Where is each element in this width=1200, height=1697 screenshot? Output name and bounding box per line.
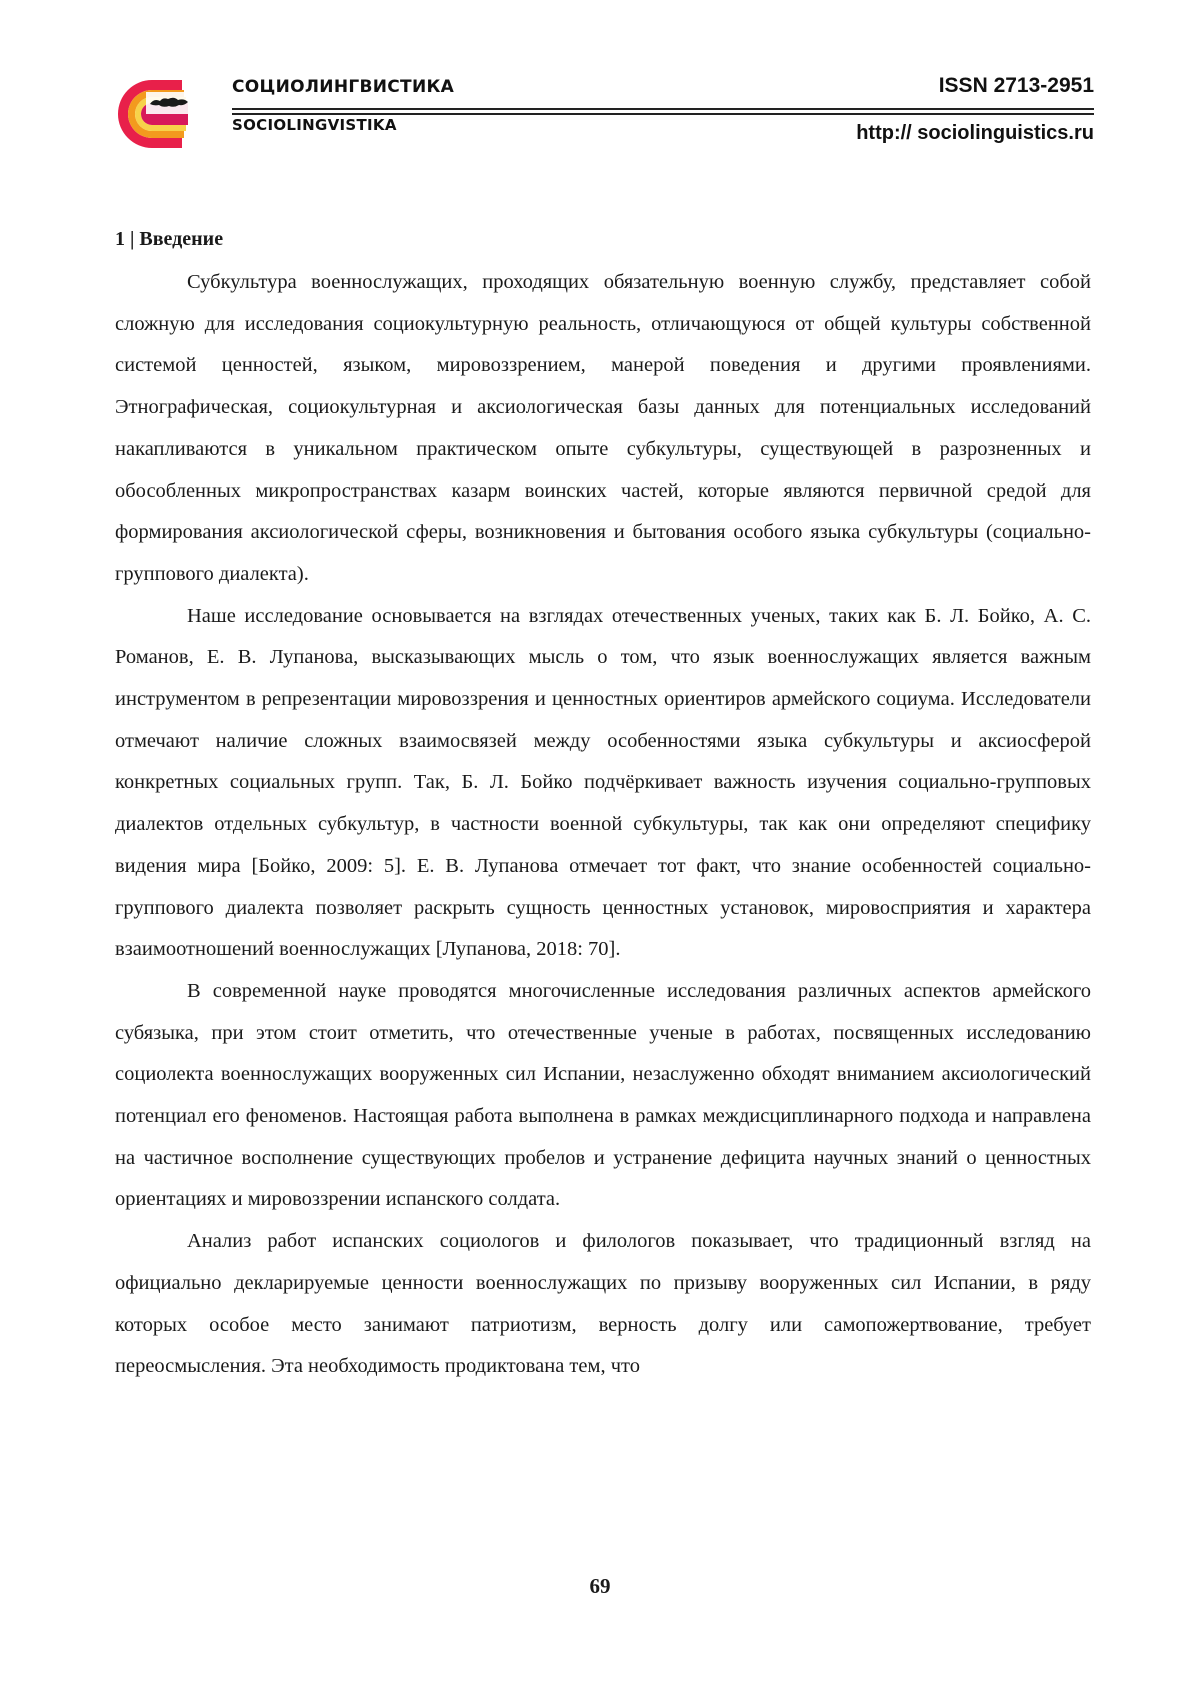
paragraph: В современной науке проводятся многочисленные исследования различных аспектов армейского субязыка, при этом стоит отметить, что отечественные ученые в работах, посвященных исследованию социолекта военнослужащих вооруженных сил Испании, незаслуженно обходят вниманием аксиологический потенциал его феноменов. Настоящая работа выполнена в рамках междисциплинарного подхода и направлена на частичное восполнение существующих пробелов и устранение дефицита научных знаний о ценностных ориентациях и мировоззрении испанского солдата. bbox=[115, 979, 1091, 1211]
page-header bbox=[112, 64, 1094, 154]
paragraph: Наше исследование основывается на взглядах отечественных ученых, таких как Б. Л. Бойко, А. С. Романов, Е. В. Лупанова, высказывающих мысль о том, что язык военнослужащих является важным инструментом в репрезентации мировоззрения и ценностных ориентиров армейского социума. Исследователи отмечают наличие сложных взаимосвязей между особенностями языка субкультуры и аксиосферой конкретных социальных групп. Так, Б. Л. Бойко подчёркивает важность изучения социально-групповых диалектов отдельных субкультур, в частности военной субкультуры, так как они определяют специфику видения мира [Бойко, 2009: 5]. Е. В. Лупанова отмечает тот факт, что знание особенностей социально-группового диалекта позволяет раскрыть сущность ценностных установок, мировосприятия и характера взаимоотношений военнослужащих [Лупанова, 2018: 70]. bbox=[115, 604, 1091, 961]
issn-label: ISSN 2713-2951 bbox=[938, 74, 1094, 97]
page-number: 69 bbox=[589, 1574, 611, 1598]
section-title: 1 | Введение bbox=[115, 228, 224, 250]
journal-logo-icon bbox=[112, 74, 212, 154]
header-rule-top bbox=[232, 108, 1094, 110]
journal-name-en: SOCIOLINGVISTIKA bbox=[232, 116, 397, 134]
article-body bbox=[115, 224, 1091, 1388]
paragraph: Анализ работ испанских социологов и филологов показывает, что традиционный взгляд на официально декларируемые ценности военнослужащих по призыву вооруженных сил Испании, в ряду которых особое место занимают патриотизм, верность долгу или самопожертвование, требует переосмысления. Эта необходимость продиктована тем, что bbox=[115, 1230, 1091, 1378]
journal-name-ru: СОЦИОЛИНГВИСТИКА bbox=[232, 77, 455, 97]
journal-url: http:// sociolinguistics.ru bbox=[856, 122, 1094, 144]
paragraph: Субкультура военнослужащих, проходящих обязательную военную службу, представляет собой сложную для исследования социокультурную реальность, отличающуюся от общей культуры собственной системой ценностей, языком, мировоззрением, манерой поведения и другими проявлениями. Этнографическая, социокультурная и аксиологическая базы данных для потенциальных исследований накапливаются в уникальном практическом опыте субкультуры, существующей в разрозненных и обособленных микропространствах казарм воинских частей, которые являются первичной средой для формирования аксиологической сферы, возникновения и бытования особого языка субкультуры (социально-группового диалекта). bbox=[115, 271, 1091, 585]
header-rule-bottom bbox=[232, 113, 1094, 115]
